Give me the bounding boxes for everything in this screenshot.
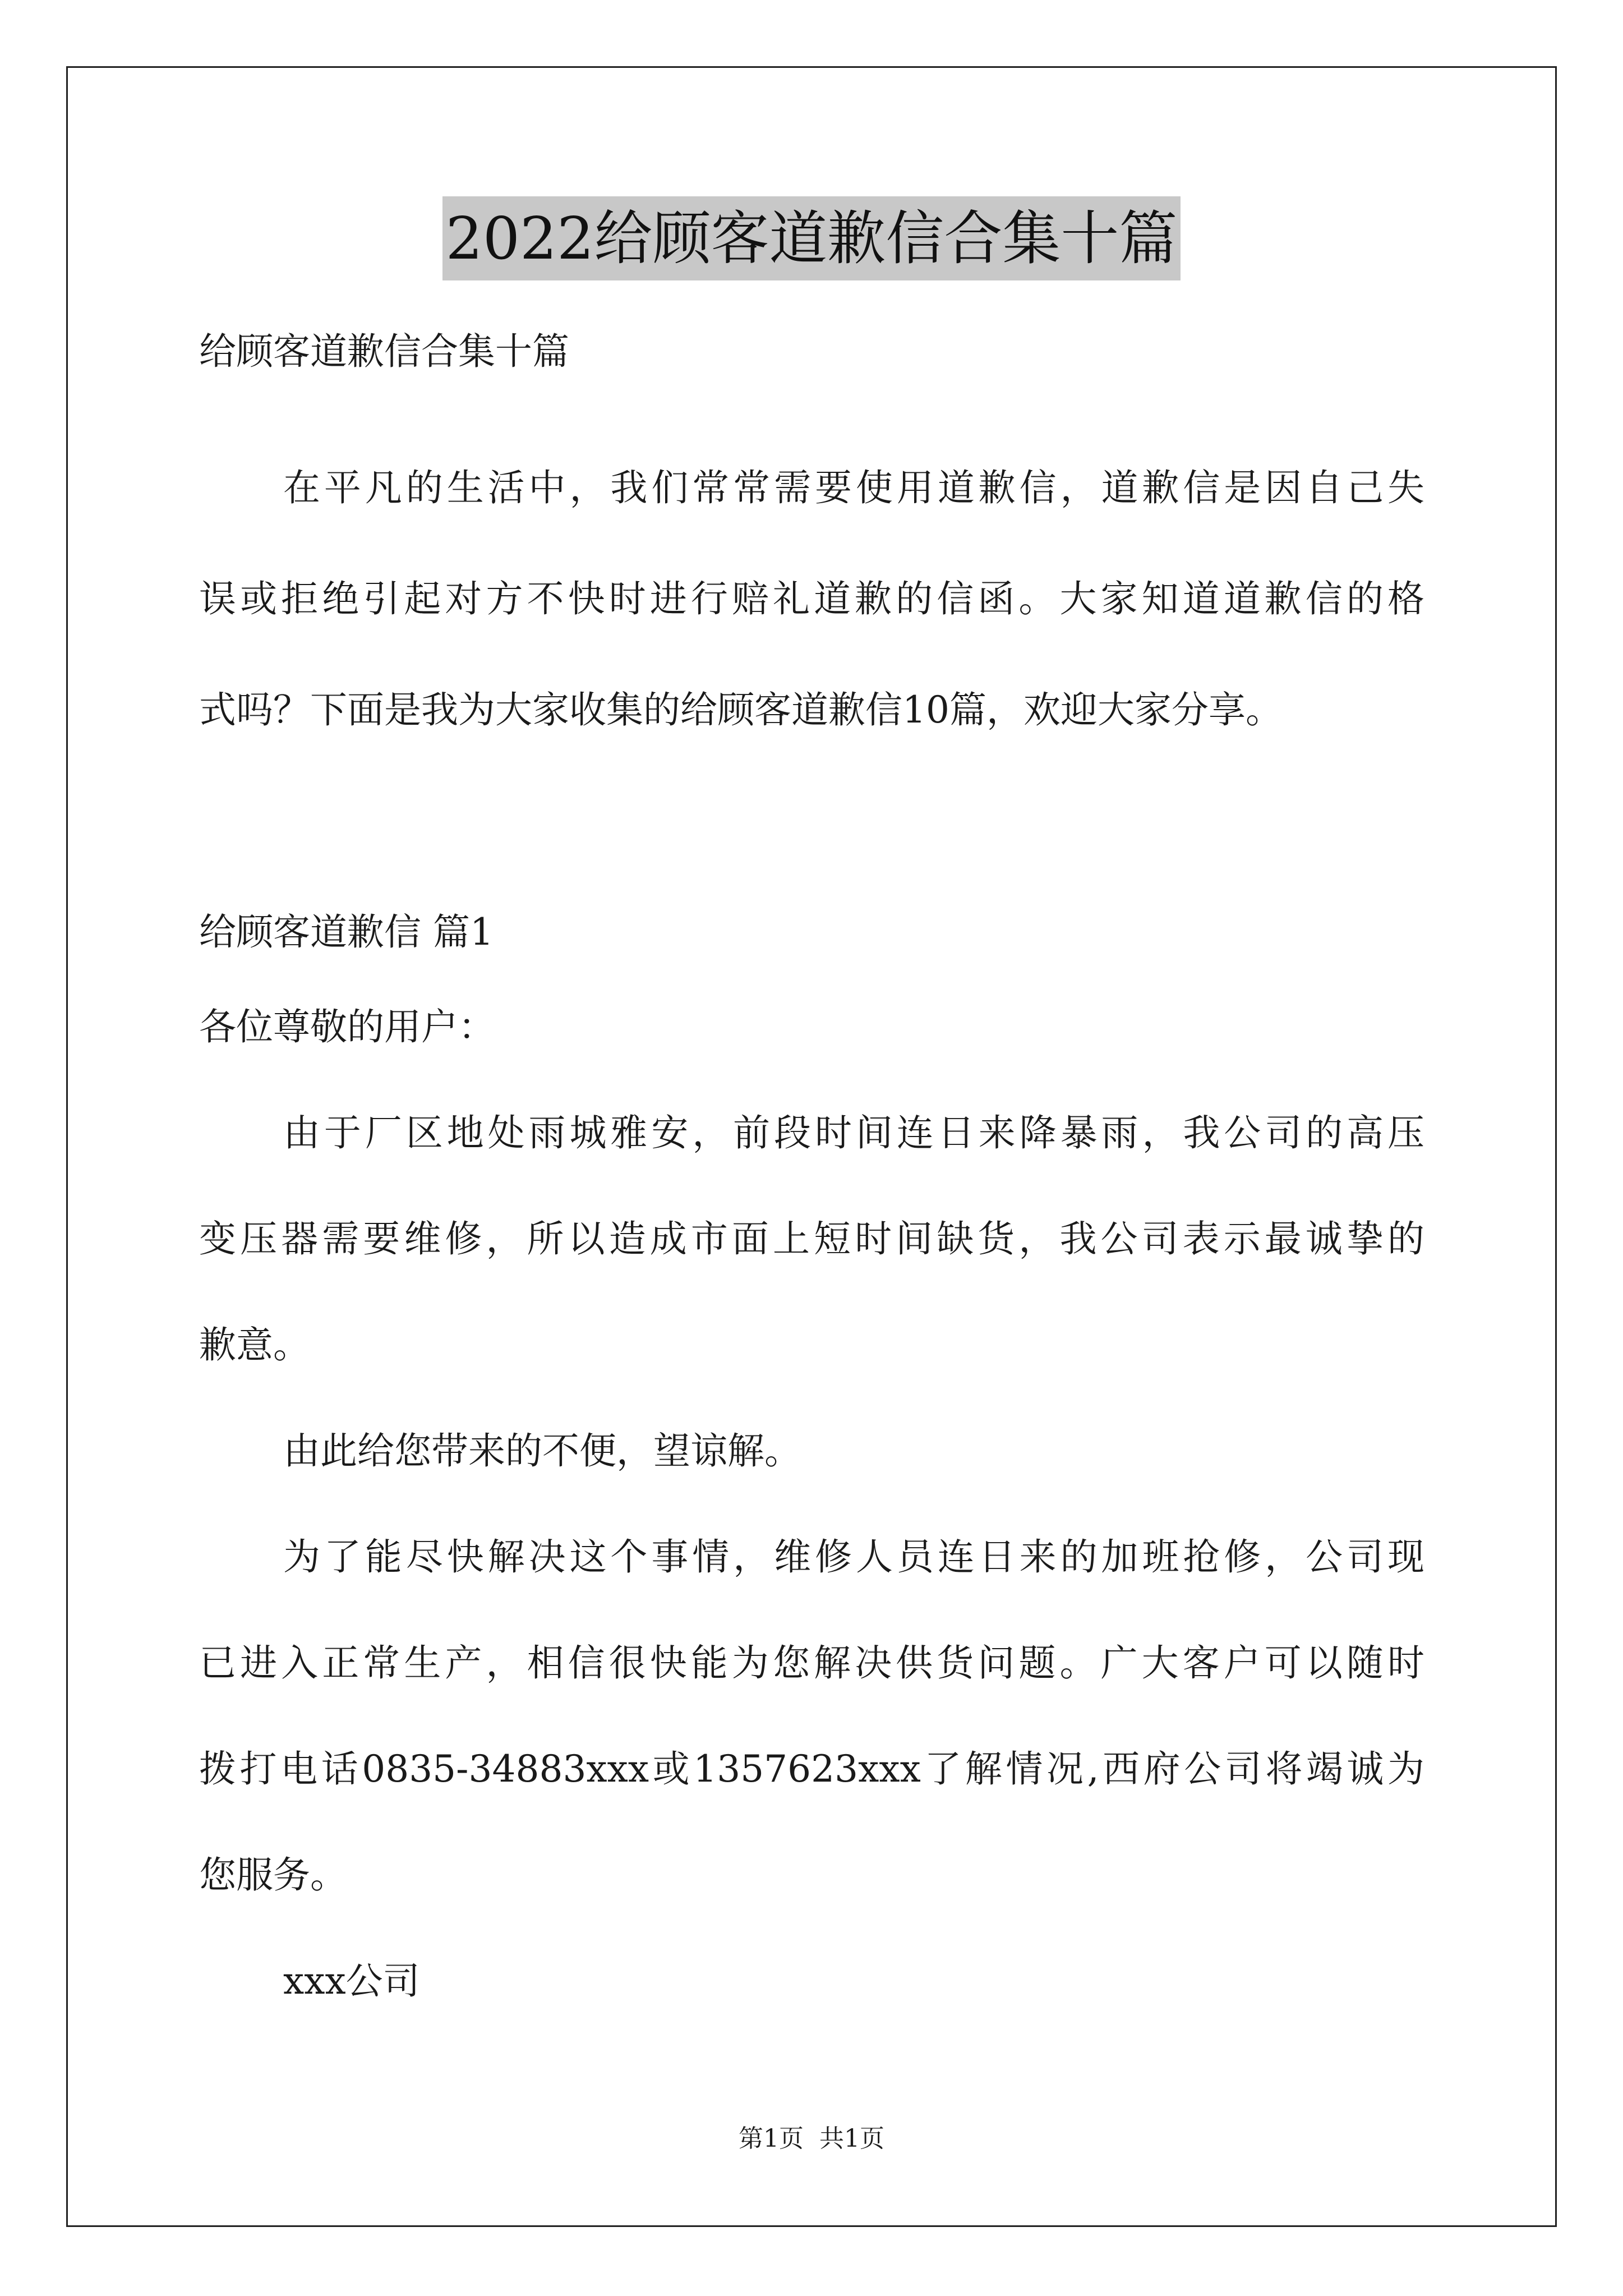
intro-line-1: 在平凡的生活中，我们常常需要使用道歉信，道歉信是因自己失: [283, 466, 1424, 509]
paragraph3-line-1: 为了能尽快解决这个事情，维修人员连日来的加班抢修，公司现: [283, 1535, 1424, 1579]
page-footer: [0, 2122, 1623, 2156]
paragraph2: 由此给您带来的不便，望谅解。: [283, 1429, 801, 1473]
title-container: [0, 196, 1623, 280]
document-subtitle: 给顾客道歉信合集十篇: [199, 330, 569, 373]
document-title: 2022给顾客道歉信合集十篇: [442, 196, 1181, 280]
intro-line-2: 误或拒绝引起对方不快时进行赔礼道歉的信函。大家知道道歉信的格: [199, 577, 1424, 620]
paragraph3-line-4: 您服务。: [199, 1853, 347, 1897]
salutation: 各位尊敬的用户：: [199, 1005, 495, 1048]
paragraph3-line-2: 已进入正常生产，相信很快能为您解决供货问题。广大客户可以随时: [199, 1641, 1424, 1685]
paragraph1-line-3: 歉意。: [199, 1323, 310, 1366]
section-heading: 给顾客道歉信 篇1: [199, 910, 494, 954]
intro-line-3: 式吗？下面是我为大家收集的给顾客道歉信10篇，欢迎大家分享。: [199, 688, 1283, 731]
signature: xxx公司: [283, 1959, 420, 2003]
paragraph1-line-1: 由于厂区地处雨城雅安，前段时间连日来降暴雨，我公司的高压: [283, 1111, 1424, 1154]
page-number-total: 共1页: [819, 2124, 884, 2153]
page-number-current: 第1页: [739, 2124, 804, 2153]
paragraph3-line-3: 拨打电话0835-34883xxx或1357623xxx了解情况,西府公司将竭诚为: [199, 1747, 1424, 1791]
paragraph1-line-2: 变压器需要维修，所以造成市面上短时间缺货，我公司表示最诚挚的: [199, 1217, 1424, 1260]
